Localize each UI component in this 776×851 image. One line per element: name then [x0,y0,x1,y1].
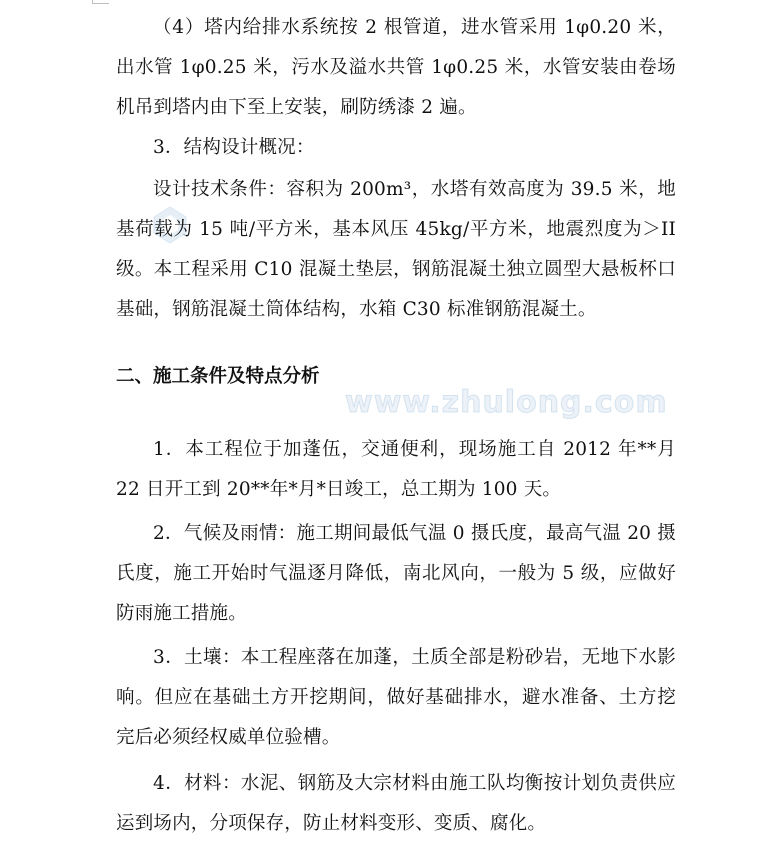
paragraph-soil: 3．土壤：本工程座落在加蓬，土质全部是粉砂岩，无地下水影响。但应在基础土方开挖期间，做好基础排水，避水准备、土方挖完后必须经权威单位验槽。 [116,647,676,748]
paragraph-design-conditions: 设计技术条件：容积为 200m³，水塔有效高度为 39.5 米，地基荷载为 15 吨/平方米，基本风压 45kg/平方米，地震烈度为＞II 级。本工程采用 C10 混凝土垫层，钢筋混凝土独立圆型大悬板杯口基础，钢筋混凝土筒体结构，水箱 C30 标准钢筋混凝土。 [116,179,676,320]
page-corner-mark [92,0,109,4]
paragraph-location-schedule: 1．本工程位于加蓬伍，交通便利，现场施工自 2012 年**月 22 日开工到 20**年*月*日竣工，总工期为 100 天。 [116,439,676,500]
watermark-text: www.zhulong.com [345,385,668,420]
paragraph-structure-heading: 3．结构设计概况： [153,137,315,158]
paragraph-water-pipes: （4）塔内给排水系统按 2 根管道，进水管采用 1φ0.20 米，出水管 1φ0.25 米，污水及溢水共管 1φ0.25 米，水管安装由卷场机吊到塔内由下至上安装，刷防绣漆 2 遍。 [116,17,676,118]
section-heading-construction-conditions: 二、施工条件及特点分析 [116,366,320,387]
paragraph-climate: 2．气候及雨情：施工期间最低气温 0 摄氏度，最高气温 20 摄氏度，施工开始时气温逐月降低，南北风向，一般为 5 级，应做好防雨施工措施。 [116,523,676,624]
paragraph-materials: 4．材料：水泥、钢筋及大宗材料由施工队均衡按计划负责供应运到场内，分项保存，防止材料变形、变质、腐化。 [116,773,676,834]
